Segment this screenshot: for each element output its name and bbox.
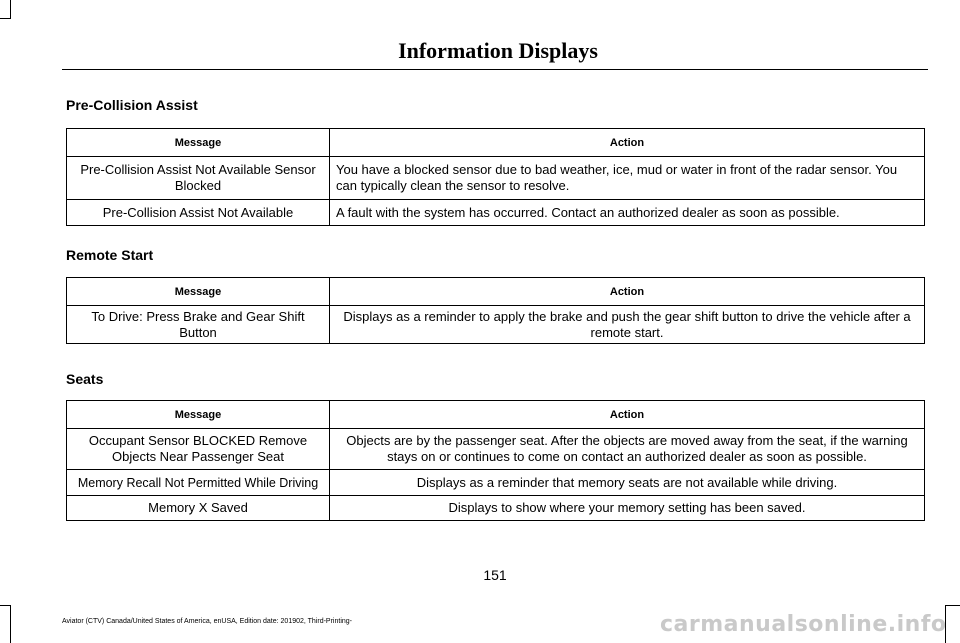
section-title-seats: Seats bbox=[66, 371, 104, 387]
column-header-action: Action bbox=[330, 278, 925, 306]
column-header-action: Action bbox=[330, 129, 925, 157]
page-number: 151 bbox=[483, 567, 507, 583]
message-cell: Memory Recall Not Permitted While Driving bbox=[67, 470, 330, 496]
column-header-message: Message bbox=[67, 129, 330, 157]
crop-mark-bottom-right-h bbox=[945, 605, 960, 606]
action-cell: Objects are by the passenger seat. After the objects are moved away from the seat, if the warning stays on or continues to come on contact an authorized dealer as soon as possible. bbox=[330, 429, 925, 470]
table-header-row bbox=[67, 401, 925, 429]
column-header-action: Action bbox=[330, 401, 925, 429]
message-cell: Memory X Saved bbox=[67, 496, 330, 521]
crop-mark-top-left-v bbox=[10, 0, 11, 18]
action-cell: Displays as a reminder that memory seats are not available while driving. bbox=[330, 470, 925, 496]
table-row bbox=[67, 429, 925, 470]
message-cell: To Drive: Press Brake and Gear Shift Button bbox=[67, 306, 330, 344]
table-row bbox=[67, 200, 925, 226]
header-rule bbox=[62, 69, 928, 70]
section-title-pre-collision-assist: Pre-Collision Assist bbox=[66, 97, 198, 113]
table-row bbox=[67, 496, 925, 521]
footer-edition-info: Aviator (CTV) Canada/United States of America, enUSA, Edition date: 201902, Third-Printing- bbox=[62, 618, 353, 625]
section-title-remote-start: Remote Start bbox=[66, 247, 154, 263]
watermark-logo: carmanualsonline.info bbox=[660, 612, 947, 637]
message-cell: Pre-Collision Assist Not Available bbox=[67, 200, 330, 226]
table-row bbox=[67, 306, 925, 344]
table-remote-start bbox=[66, 277, 925, 344]
action-cell: Displays as a reminder to apply the brake and push the gear shift button to drive the vehicle after a remote start. bbox=[330, 306, 925, 344]
column-header-message: Message bbox=[67, 278, 330, 306]
table-pre-collision-assist bbox=[66, 128, 925, 226]
message-cell: Pre-Collision Assist Not Available Sensor Blocked bbox=[67, 157, 330, 200]
table-header-row bbox=[67, 278, 925, 306]
crop-mark-bottom-left-h bbox=[0, 605, 11, 606]
table-header-row bbox=[67, 129, 925, 157]
crop-mark-bottom-left-v bbox=[10, 605, 11, 643]
crop-mark-top-left-h bbox=[0, 18, 11, 19]
table-row bbox=[67, 470, 925, 496]
column-header-message: Message bbox=[67, 401, 330, 429]
action-cell: Displays to show where your memory setting has been saved. bbox=[330, 496, 925, 521]
action-cell: You have a blocked sensor due to bad weather, ice, mud or water in front of the radar sensor. You can typically clean the sensor to resolve. bbox=[330, 157, 925, 200]
message-cell: Occupant Sensor BLOCKED Remove Objects Near Passenger Seat bbox=[67, 429, 330, 470]
page-header-title: Information Displays bbox=[398, 38, 598, 63]
table-row bbox=[67, 157, 925, 200]
table-seats bbox=[66, 400, 925, 521]
action-cell: A fault with the system has occurred. Contact an authorized dealer as soon as possible. bbox=[330, 200, 925, 226]
